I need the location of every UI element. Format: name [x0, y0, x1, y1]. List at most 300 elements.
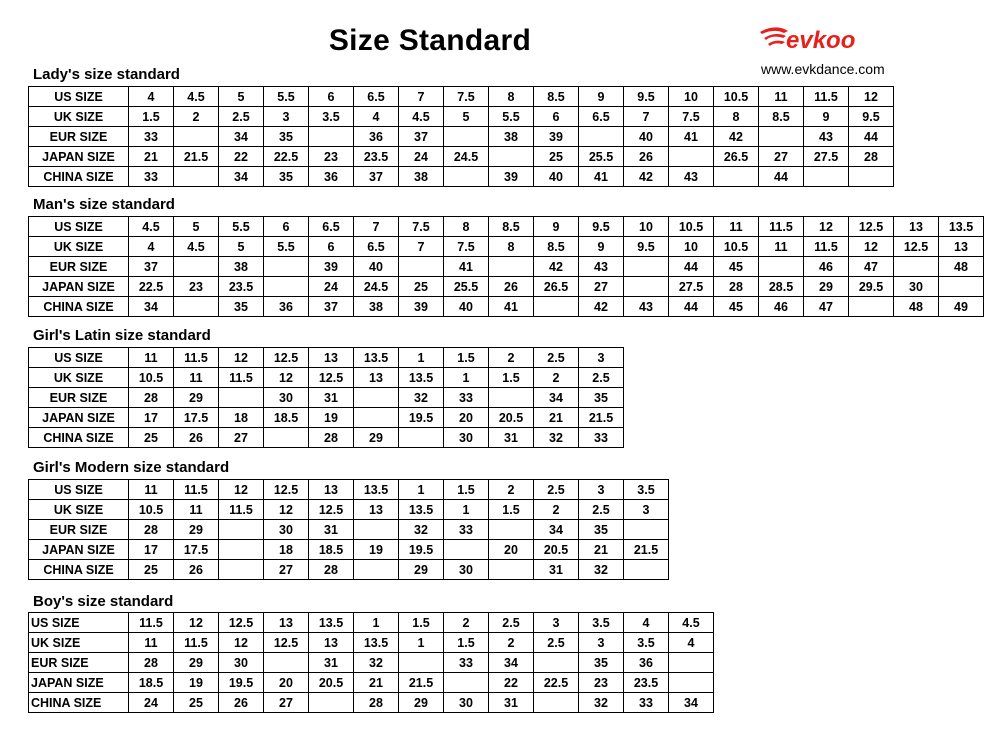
size-cell: 12: [174, 613, 219, 633]
size-cell: [174, 297, 219, 317]
size-cell: 11: [759, 237, 804, 257]
size-cell: 12.5: [849, 217, 894, 237]
size-cell: 32: [579, 693, 624, 713]
size-cell: 27.5: [804, 147, 849, 167]
size-cell: 4.5: [174, 237, 219, 257]
size-cell: 30: [894, 277, 939, 297]
size-cell: 38: [354, 297, 399, 317]
size-cell: [939, 277, 984, 297]
size-cell: 23: [174, 277, 219, 297]
man-size-table: [28, 216, 984, 317]
size-cell: 29: [174, 520, 219, 540]
row-label: EUR SIZE: [29, 127, 129, 147]
table-row: [29, 408, 624, 428]
table-row: [29, 87, 894, 107]
size-cell: 19: [309, 408, 354, 428]
size-cell: 28: [129, 653, 174, 673]
size-cell: 24.5: [444, 147, 489, 167]
size-cell: [489, 388, 534, 408]
size-cell: 4: [129, 87, 174, 107]
size-cell: 41: [669, 127, 714, 147]
boy-section-title: Boy's size standard: [33, 593, 174, 610]
size-cell: [669, 653, 714, 673]
size-cell: [624, 520, 669, 540]
size-cell: [354, 408, 399, 428]
size-cell: 2.5: [534, 480, 579, 500]
size-cell: 2.5: [579, 368, 624, 388]
size-cell: 6: [309, 87, 354, 107]
size-cell: 35: [579, 520, 624, 540]
size-cell: 13: [354, 368, 399, 388]
size-cell: 42: [579, 297, 624, 317]
size-cell: 28: [309, 560, 354, 580]
size-cell: 33: [579, 428, 624, 448]
size-cell: 3: [579, 480, 624, 500]
size-cell: 26: [174, 428, 219, 448]
size-cell: 9.5: [624, 237, 669, 257]
size-cell: 45: [714, 297, 759, 317]
size-cell: 7.5: [444, 237, 489, 257]
row-label: EUR SIZE: [29, 653, 129, 673]
size-cell: 28: [714, 277, 759, 297]
size-cell: 7: [354, 217, 399, 237]
size-cell: 7.5: [669, 107, 714, 127]
size-cell: 32: [399, 388, 444, 408]
size-cell: 13.5: [939, 217, 984, 237]
size-cell: 9: [579, 87, 624, 107]
table-row: [29, 500, 669, 520]
size-cell: 32: [579, 560, 624, 580]
size-cell: 10.5: [129, 368, 174, 388]
size-cell: 31: [489, 693, 534, 713]
size-cell: 11: [129, 633, 174, 653]
size-cell: 2.5: [534, 348, 579, 368]
size-cell: 5.5: [219, 217, 264, 237]
size-cell: 34: [669, 693, 714, 713]
size-cell: 34: [534, 520, 579, 540]
size-cell: 23: [309, 147, 354, 167]
size-cell: 5: [219, 237, 264, 257]
size-cell: 13: [309, 480, 354, 500]
table-row: [29, 167, 894, 187]
row-label: CHINA SIZE: [29, 693, 129, 713]
size-cell: 1: [354, 613, 399, 633]
size-cell: [489, 560, 534, 580]
size-cell: 19.5: [399, 408, 444, 428]
size-cell: 25: [534, 147, 579, 167]
row-label: US SIZE: [29, 348, 129, 368]
size-cell: 6: [309, 237, 354, 257]
size-cell: 28: [309, 428, 354, 448]
table-row: [29, 653, 714, 673]
size-cell: 9.5: [579, 217, 624, 237]
size-cell: [534, 693, 579, 713]
size-cell: 30: [264, 520, 309, 540]
size-cell: [849, 167, 894, 187]
size-cell: 45: [714, 257, 759, 277]
size-cell: 26.5: [714, 147, 759, 167]
size-cell: 40: [624, 127, 669, 147]
size-cell: 2: [174, 107, 219, 127]
table-row: [29, 480, 669, 500]
row-label: UK SIZE: [29, 633, 129, 653]
size-cell: 3: [579, 633, 624, 653]
size-cell: 2: [489, 480, 534, 500]
size-cell: 8: [444, 217, 489, 237]
size-cell: 11.5: [759, 217, 804, 237]
size-cell: 21: [129, 147, 174, 167]
size-cell: 22.5: [534, 673, 579, 693]
size-cell: 13.5: [354, 633, 399, 653]
size-cell: 44: [669, 257, 714, 277]
size-cell: 26.5: [534, 277, 579, 297]
website-link[interactable]: www.evkdance.com: [761, 61, 885, 77]
size-cell: 1: [399, 633, 444, 653]
size-cell: 28: [849, 147, 894, 167]
size-cell: 31: [309, 520, 354, 540]
size-cell: 1.5: [399, 613, 444, 633]
size-cell: 27: [579, 277, 624, 297]
size-cell: 10: [669, 87, 714, 107]
size-cell: 21.5: [624, 540, 669, 560]
row-label: UK SIZE: [29, 107, 129, 127]
size-cell: 10.5: [714, 87, 759, 107]
row-label: EUR SIZE: [29, 388, 129, 408]
size-cell: 2.5: [579, 500, 624, 520]
size-cell: 28: [354, 693, 399, 713]
size-cell: 35: [579, 653, 624, 673]
size-cell: 29: [354, 428, 399, 448]
size-cell: 10.5: [714, 237, 759, 257]
size-cell: 12.5: [219, 613, 264, 633]
size-cell: 29: [399, 693, 444, 713]
size-cell: 3.5: [309, 107, 354, 127]
size-cell: 43: [579, 257, 624, 277]
size-cell: 20: [264, 673, 309, 693]
size-cell: 8.5: [534, 237, 579, 257]
size-cell: 21: [579, 540, 624, 560]
size-cell: 19.5: [399, 540, 444, 560]
size-cell: [354, 560, 399, 580]
size-cell: [444, 127, 489, 147]
size-cell: 20: [489, 540, 534, 560]
size-cell: [759, 257, 804, 277]
size-cell: 4: [354, 107, 399, 127]
size-cell: 38: [219, 257, 264, 277]
size-cell: 13: [309, 348, 354, 368]
size-cell: 34: [219, 127, 264, 147]
size-cell: [354, 388, 399, 408]
size-cell: 39: [309, 257, 354, 277]
lady-section-title: Lady's size standard: [33, 66, 180, 83]
size-cell: 18.5: [309, 540, 354, 560]
size-cell: 10.5: [129, 500, 174, 520]
size-cell: 43: [804, 127, 849, 147]
size-cell: 11.5: [174, 633, 219, 653]
size-cell: 3: [624, 500, 669, 520]
size-cell: [174, 167, 219, 187]
size-cell: 11: [759, 87, 804, 107]
size-cell: 1: [399, 480, 444, 500]
size-cell: 7: [624, 107, 669, 127]
size-cell: 13.5: [354, 480, 399, 500]
size-cell: 48: [939, 257, 984, 277]
size-cell: 3: [579, 348, 624, 368]
size-cell: 19: [354, 540, 399, 560]
size-cell: 48: [894, 297, 939, 317]
size-cell: 25: [129, 560, 174, 580]
size-cell: 22: [489, 673, 534, 693]
size-cell: 35: [219, 297, 264, 317]
size-cell: 1.5: [444, 348, 489, 368]
row-label: JAPAN SIZE: [29, 147, 129, 167]
size-cell: 20.5: [534, 540, 579, 560]
size-cell: 35: [264, 167, 309, 187]
size-cell: 36: [624, 653, 669, 673]
size-cell: 11.5: [219, 368, 264, 388]
size-cell: 8: [714, 107, 759, 127]
size-cell: 7.5: [399, 217, 444, 237]
size-cell: 13: [939, 237, 984, 257]
size-cell: 23: [579, 673, 624, 693]
size-cell: 4.5: [129, 217, 174, 237]
size-cell: 11.5: [174, 480, 219, 500]
size-cell: 19: [174, 673, 219, 693]
size-cell: 4.5: [669, 613, 714, 633]
size-cell: [624, 257, 669, 277]
table-row: [29, 633, 714, 653]
size-cell: [399, 428, 444, 448]
row-label: UK SIZE: [29, 500, 129, 520]
size-cell: 8: [489, 87, 534, 107]
row-label: CHINA SIZE: [29, 167, 129, 187]
size-cell: 12.5: [309, 500, 354, 520]
table-row: [29, 673, 714, 693]
size-cell: 33: [444, 653, 489, 673]
size-cell: 36: [264, 297, 309, 317]
size-cell: 7: [399, 87, 444, 107]
size-cell: 31: [309, 653, 354, 673]
size-cell: 3.5: [624, 633, 669, 653]
size-cell: 12: [264, 368, 309, 388]
size-cell: 41: [579, 167, 624, 187]
size-cell: 37: [309, 297, 354, 317]
size-cell: 1.5: [444, 480, 489, 500]
size-cell: 11.5: [804, 87, 849, 107]
table-row: [29, 277, 984, 297]
size-cell: 44: [759, 167, 804, 187]
size-cell: 20.5: [309, 673, 354, 693]
size-cell: 36: [309, 167, 354, 187]
size-cell: 39: [534, 127, 579, 147]
size-cell: 11: [129, 348, 174, 368]
size-cell: 4: [624, 613, 669, 633]
row-label: CHINA SIZE: [29, 560, 129, 580]
size-cell: 34: [129, 297, 174, 317]
size-cell: 13.5: [399, 368, 444, 388]
size-cell: 3: [534, 613, 579, 633]
size-cell: 30: [444, 560, 489, 580]
size-cell: 23.5: [219, 277, 264, 297]
size-cell: 27: [219, 428, 264, 448]
size-cell: 29: [174, 388, 219, 408]
size-cell: 9.5: [849, 107, 894, 127]
size-cell: 9.5: [624, 87, 669, 107]
size-cell: 26: [489, 277, 534, 297]
size-cell: 12: [264, 500, 309, 520]
size-cell: 28.5: [759, 277, 804, 297]
table-row: [29, 297, 984, 317]
size-cell: 2.5: [219, 107, 264, 127]
size-cell: 12.5: [309, 368, 354, 388]
size-cell: 13: [264, 613, 309, 633]
size-cell: 13.5: [354, 348, 399, 368]
row-label: US SIZE: [29, 217, 129, 237]
boy-size-table: [28, 612, 714, 713]
girl-modern-section-title: Girl's Modern size standard: [33, 459, 230, 476]
row-label: CHINA SIZE: [29, 297, 129, 317]
size-cell: 13: [309, 633, 354, 653]
size-cell: 6.5: [579, 107, 624, 127]
size-cell: 13.5: [309, 613, 354, 633]
size-cell: 29: [804, 277, 849, 297]
size-cell: 5.5: [264, 237, 309, 257]
size-cell: 29.5: [849, 277, 894, 297]
size-cell: [354, 520, 399, 540]
size-cell: 3: [264, 107, 309, 127]
size-cell: 26: [624, 147, 669, 167]
size-cell: [264, 277, 309, 297]
size-cell: 11: [174, 368, 219, 388]
size-cell: 1.5: [489, 500, 534, 520]
size-cell: 39: [399, 297, 444, 317]
size-cell: 18: [219, 408, 264, 428]
size-cell: [849, 297, 894, 317]
size-cell: 27: [264, 560, 309, 580]
size-cell: 22.5: [129, 277, 174, 297]
size-cell: 35: [579, 388, 624, 408]
size-cell: 49: [939, 297, 984, 317]
size-cell: 9: [579, 237, 624, 257]
size-cell: 27: [264, 693, 309, 713]
size-cell: 42: [714, 127, 759, 147]
size-cell: 2.5: [489, 613, 534, 633]
size-cell: 33: [624, 693, 669, 713]
size-cell: 38: [399, 167, 444, 187]
size-cell: [399, 257, 444, 277]
size-cell: 11: [174, 500, 219, 520]
size-cell: 13.5: [399, 500, 444, 520]
size-cell: 25: [174, 693, 219, 713]
size-cell: 2.5: [534, 633, 579, 653]
size-cell: 37: [399, 127, 444, 147]
size-cell: [264, 428, 309, 448]
size-cell: 20.5: [489, 408, 534, 428]
row-label: EUR SIZE: [29, 520, 129, 540]
size-cell: 29: [399, 560, 444, 580]
size-cell: 35: [264, 127, 309, 147]
size-cell: 6.5: [309, 217, 354, 237]
size-cell: 5: [219, 87, 264, 107]
size-cell: [759, 127, 804, 147]
size-cell: 46: [804, 257, 849, 277]
size-cell: 18.5: [129, 673, 174, 693]
size-cell: 8.5: [759, 107, 804, 127]
size-cell: [174, 257, 219, 277]
size-cell: 33: [129, 127, 174, 147]
table-row: [29, 560, 669, 580]
size-cell: [534, 297, 579, 317]
row-label: JAPAN SIZE: [29, 540, 129, 560]
table-row: [29, 348, 624, 368]
size-cell: 1.5: [489, 368, 534, 388]
size-cell: 4: [669, 633, 714, 653]
size-cell: 11.5: [804, 237, 849, 257]
size-cell: 38: [489, 127, 534, 147]
size-cell: 3.5: [579, 613, 624, 633]
size-cell: 4.5: [174, 87, 219, 107]
row-label: JAPAN SIZE: [29, 277, 129, 297]
size-cell: [444, 673, 489, 693]
size-cell: 12: [219, 348, 264, 368]
size-cell: 17.5: [174, 540, 219, 560]
row-label: JAPAN SIZE: [29, 673, 129, 693]
size-cell: 11.5: [129, 613, 174, 633]
size-cell: [534, 653, 579, 673]
size-cell: 25: [129, 428, 174, 448]
size-cell: 21: [354, 673, 399, 693]
size-cell: 1: [399, 348, 444, 368]
size-cell: 2: [489, 633, 534, 653]
table-row: [29, 107, 894, 127]
size-cell: 39: [489, 167, 534, 187]
table-row: [29, 257, 984, 277]
table-row: [29, 428, 624, 448]
size-cell: 32: [354, 653, 399, 673]
table-row: [29, 540, 669, 560]
size-cell: 24: [309, 277, 354, 297]
size-cell: 13: [894, 217, 939, 237]
size-cell: 10: [624, 217, 669, 237]
size-cell: 30: [219, 653, 264, 673]
row-label: JAPAN SIZE: [29, 408, 129, 428]
size-cell: 21.5: [399, 673, 444, 693]
size-cell: [624, 277, 669, 297]
size-cell: 24: [129, 693, 174, 713]
size-cell: 2: [534, 500, 579, 520]
size-cell: 22.5: [264, 147, 309, 167]
size-cell: 1: [444, 368, 489, 388]
size-cell: 6: [264, 217, 309, 237]
size-cell: 4.5: [399, 107, 444, 127]
size-cell: 9: [534, 217, 579, 237]
size-cell: [714, 167, 759, 187]
size-cell: 28: [129, 520, 174, 540]
size-cell: 9: [804, 107, 849, 127]
size-cell: 43: [669, 167, 714, 187]
size-cell: 44: [669, 297, 714, 317]
lady-size-table: [28, 86, 894, 187]
size-cell: 20: [444, 408, 489, 428]
size-cell: 34: [219, 167, 264, 187]
size-cell: 43: [624, 297, 669, 317]
size-cell: 40: [354, 257, 399, 277]
size-cell: 25.5: [444, 277, 489, 297]
size-cell: 17: [129, 408, 174, 428]
size-cell: 12.5: [264, 348, 309, 368]
size-cell: [219, 540, 264, 560]
size-cell: 42: [534, 257, 579, 277]
